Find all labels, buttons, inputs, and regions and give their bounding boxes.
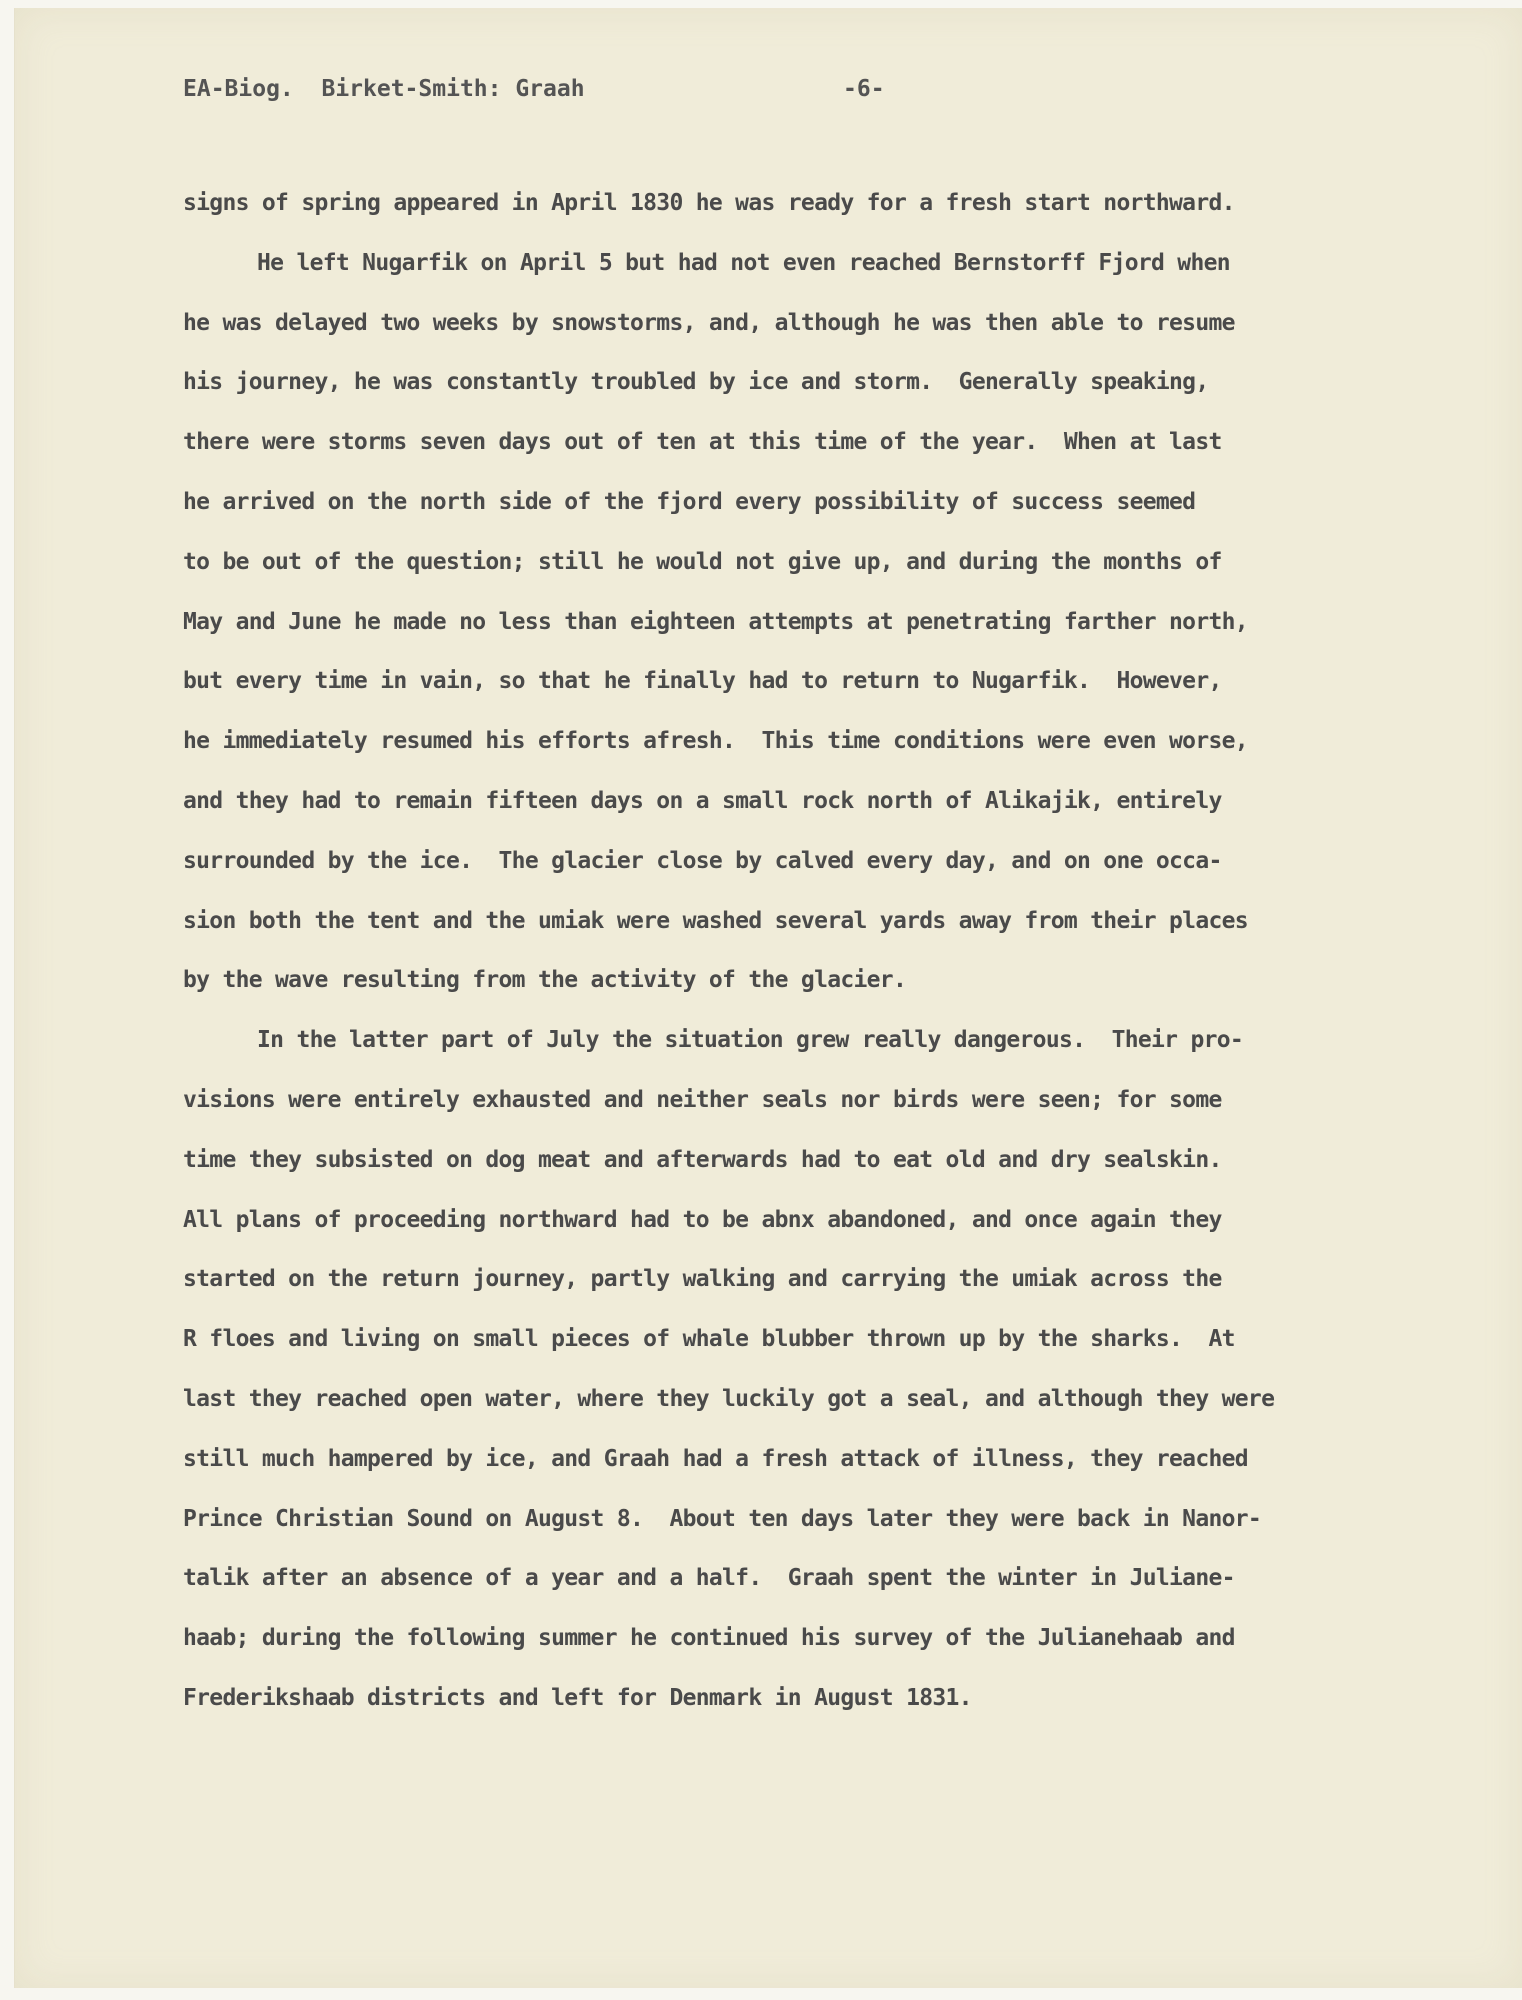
text-line: Frederikshaab districts and left for Denmark in August 1831. <box>183 1684 972 1711</box>
text-line: May and June he made no less than eighteen attempts at penetrating farther north, <box>183 608 1248 635</box>
text-line: In the latter part of July the situation grew really dangerous. Their pro- <box>257 1027 1244 1054</box>
text-line: but every time in vain, so that he finally had to return to Nugarfik. However, <box>183 668 1222 695</box>
text-line: He left Nugarfik on April 5 but had not even reached Bernstorff Fjord when <box>257 249 1230 276</box>
text-line: visions were entirely exhausted and neither seals nor birds were seen; for some <box>183 1086 1222 1113</box>
paper-sheet <box>14 8 1522 1988</box>
text-line: Prince Christian Sound on August 8. About ten days later they were back in Nanor- <box>183 1505 1262 1532</box>
text-line: haab; during the following summer he continued his survey of the Julianehaab and <box>183 1625 1235 1652</box>
document-reference: EA-Biog. Birket-Smith: Graah <box>183 76 585 102</box>
text-line: last they reached open water, where they luckily got a seal, and although they were <box>183 1385 1275 1412</box>
text-line: time they subsisted on dog meat and afterwards had to eat old and dry sealskin. <box>183 1146 1222 1173</box>
text-line: R floes and living on small pieces of whale blubber thrown up by the sharks. At <box>183 1326 1235 1353</box>
text-line: there were storms seven days out of ten at this time of the year. When at last <box>183 429 1222 456</box>
text-line: and they had to remain fifteen days on a small rock north of Alikajik, entirely <box>183 787 1222 814</box>
text-line: still much hampered by ice, and Graah had a fresh attack of illness, they reached <box>183 1445 1248 1472</box>
body-text <box>183 188 1463 1743</box>
text-line: surrounded by the ice. The glacier close by calved every day, and on one occa- <box>183 847 1222 874</box>
page-number: -6- <box>843 76 885 102</box>
text-line: he arrived on the north side of the fjord every possibility of success seemed <box>183 488 1196 515</box>
text-line: talik after an absence of a year and a half. Graah spent the winter in Juliane- <box>183 1565 1235 1592</box>
text-line: he was delayed two weeks by snowstorms, and, although he was then able to resume <box>183 309 1235 336</box>
text-line: his journey, he was constantly troubled by ice and storm. Generally speaking, <box>183 369 1209 396</box>
text-line: to be out of the question; still he would not give up, and during the months of <box>183 548 1222 575</box>
text-line: signs of spring appeared in April 1830 he was ready for a fresh start northward. <box>183 190 1235 216</box>
text-line: sion both the tent and the umiak were washed several yards away from their places <box>183 907 1248 934</box>
text-line: started on the return journey, partly walking and carrying the umiak across the <box>183 1266 1222 1293</box>
text-line: by the wave resulting from the activity of the glacier. <box>183 967 907 994</box>
text-line: All plans of proceeding northward had to be abnx abandoned, and once again they <box>183 1206 1222 1233</box>
page-header <box>183 76 1383 108</box>
text-line: he immediately resumed his efforts afresh. This time conditions were even worse, <box>183 728 1248 755</box>
